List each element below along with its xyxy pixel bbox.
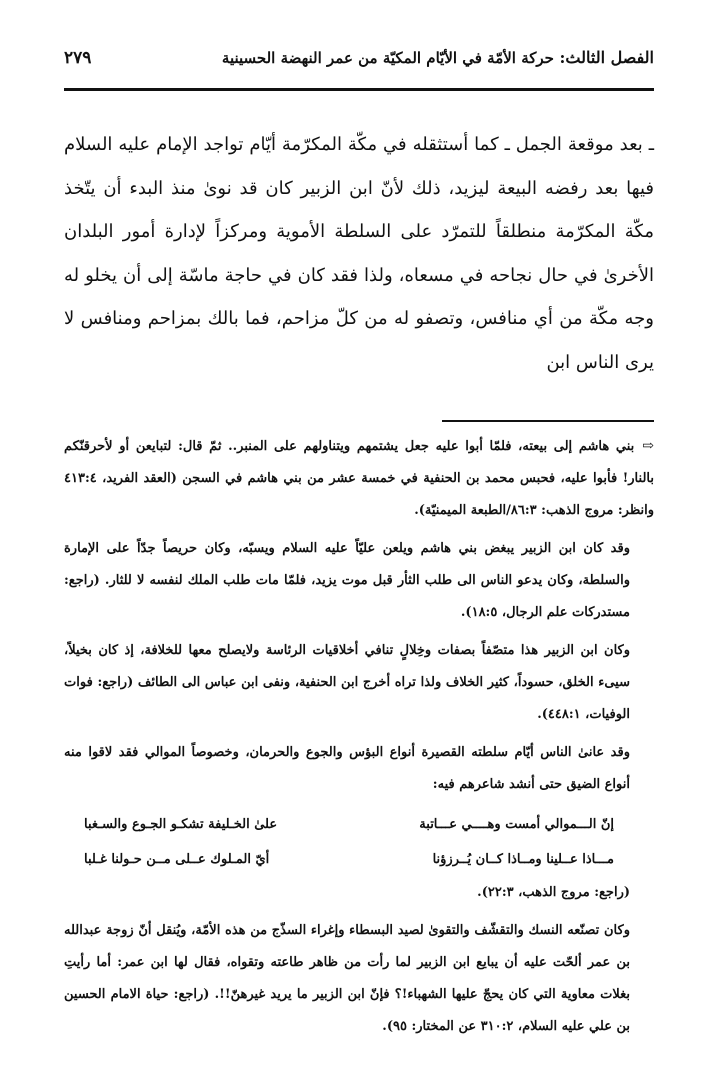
footnote-paragraph-3: وكان ابن الزبير هذا متصّفاً بصفات وخِلالٍ تنافي أخلاقيات الرئاسة ولايصلح معها للخلافة، إذ كان بخيلاً، سيىء الخلق، حسوداً، كثير الخلاف ولذا تراه أخرج ابن الحنفية، ونفى ابن عباس الى الطائف (راجع: فوات الوفيات، ٤٤٨:١). [64, 643, 630, 722]
footnote-block-3 [64, 635, 654, 731]
footnote-paragraph-2: وقد كان ابن الزبير يبغض بني هاشم ويلعن عليّاً عليه السلام ويسبّه، وكان حريصاً جدّاً على الإمارة والسلطة، وكان يدعو الناس الى طلب الثأر قبل موت يزيد، فلمّا مات طلب الملك لنفسه لا للثار. (راجع: مستدركات علم الرجال، ١٨:٥). [64, 541, 630, 620]
footnote-paragraph-1: بني هاشم إلى بيعته، فلمّا أبوا عليه جعل يشتمهم ويتناولهم على المنبر.. ثمّ قال: لتبايعن أو لأحرقنّكم بالنار! فأبوا عليه، فحبس محمد بن الحنفية في خمسة عشر من بني هاشم في السجن (العقد الفريد، ٤١٣:٤ وانظر: مروج الذهب: ٨٦:٣/الطبعة الميمنيّة). [64, 439, 654, 518]
poem-verse-2-second-half: أيّ المـلوك عــلى مــن حـولنا غـلبا [84, 852, 270, 867]
continuation-arrow-icon: ⇨ [642, 438, 654, 454]
poem-reference-text: (راجع: مروج الذهب، ٢٢:٣). [477, 885, 630, 900]
poem-verse-1-first-half: إنّ الـــموالي أمست وهــــي عـــاتبة [419, 817, 614, 832]
poem [64, 807, 654, 877]
footnote-paragraph-4: وقد عانىٰ الناس أيّام سلطته القصيرة أنواع البؤس والجوع والحرمان، وخصوصاً الموالي فقد لاقوا منه أنواع الضيق حتى أنشد شاعرهم فيه: [64, 745, 630, 792]
poem-reference [64, 877, 654, 909]
header-rule [64, 88, 654, 91]
chapter-label: الفصل الثالث: [559, 48, 654, 67]
header-title [222, 48, 654, 67]
main-text [64, 123, 654, 384]
footnote-block-2 [64, 533, 654, 629]
page-number: ٢٧٩ [64, 48, 92, 68]
main-paragraph: ـ بعد موقعة الجمل ـ كما أستثقله في مكّة المكرّمة أيّام تواجد الإمام عليه السلام فيها بعد رفضه البيعة ليزيد، ذلك لأنّ ابن الزبير كان قد نوىٰ منذ البدء أن يتّخذ مكّة المكرّمة منطلقاً للتمرّد على السلطة الأموية ومركزاً لإدارة أمور البلدان الأخرىٰ في حال نجاحه في مسعاه، ولذا فقد كان في حاجة ماسّة إلى أن يخلو له وجه مكّة من أي منافس، وتصفو له من كلّ مزاحم، فما بالك بمزاحم ومنافس لا يرى الناس ابن [64, 134, 654, 373]
poem-verse-2-first-half: مـــاذا عــلينا ومــاذا كــان يُــرزؤنا [432, 852, 614, 867]
chapter-title: حركة الأمّة في الأيّام المكيّة من عمر النهضة الحسينية [221, 49, 554, 67]
poem-verse-1-second-half: علىٰ الخـليفة تشكـو الجـوع والسـغبا [84, 817, 278, 832]
running-header [64, 48, 654, 88]
footnote-block-5 [64, 915, 654, 1043]
footnote-block-4 [64, 737, 654, 801]
footnote-continued [64, 430, 654, 527]
footnote-separator [442, 420, 654, 422]
document-page [64, 48, 654, 1049]
footnote-paragraph-5: وكان تصنّعه النسك والتقشّف والتقوىٰ لصيد البسطاء وإغراء السذّج من هذه الأمّة، ويُنقل أنّ زوجة عبدالله بن عمر ألحّت عليه أن يبايع ابن الزبير لما رأت من ظاهر طاعته وتقواه، فقال لها ابن عمر: أما رأيتِ بغلات معاوية التي كان يحجّ عليها الشهباء!؟ فإنّ ابن الزبير ما يريد غيرهنّ!!. (راجع: حياة الامام الحسين بن علي عليه السلام، ٣١٠:٢ عن المختار: ٩٥). [64, 923, 630, 1034]
footnotes [64, 430, 654, 1043]
